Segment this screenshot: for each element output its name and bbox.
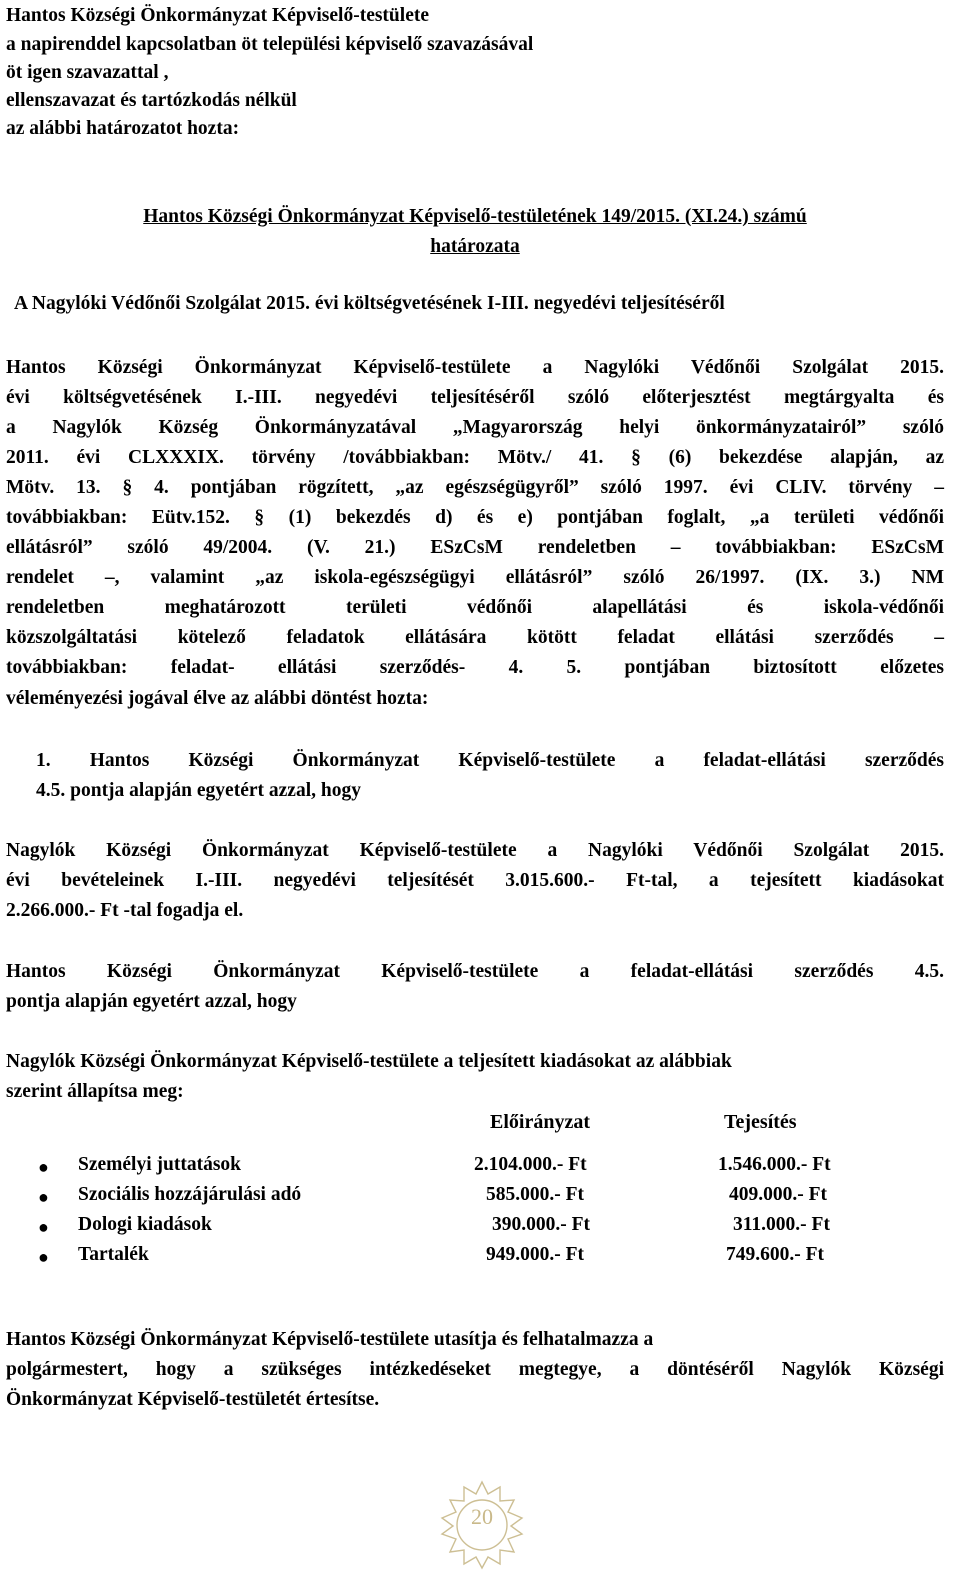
row-label: Személyi juttatások xyxy=(78,1154,242,1175)
closing-line: polgármestert, hogy a szükséges intézkedéseket megtegye, a döntéséről Nagylók Községi xyxy=(6,1359,944,1380)
row-planned: 390.000.- Ft xyxy=(492,1214,591,1235)
row-planned: 949.000.- Ft xyxy=(486,1244,585,1265)
paragraph-line: Hantos Községi Önkormányzat Képviselő-testülete a feladat-ellátási szerződés 4.5. xyxy=(6,961,944,982)
paragraph-line: Hantos Községi Önkormányzat Képviselő-testülete a Nagylóki Védőnői Szolgálat 2015. xyxy=(6,357,944,378)
table-header-actual: Tejesítés xyxy=(724,1111,797,1133)
bullet-icon: ● xyxy=(38,1187,49,1207)
paragraph-line: Nagylók Községi Önkormányzat Képviselő-testülete a Nagylóki Védőnői Szolgálat 2015. xyxy=(6,840,944,861)
document-page xyxy=(6,0,944,1585)
intro-line: a napirenddel kapcsolatban öt települési képviselő szavazásával xyxy=(6,34,534,55)
table-header-planned: Előirányzat xyxy=(490,1111,590,1133)
intro-line: ellenszavazat és tartózkodás nélkül xyxy=(6,90,297,111)
paragraph-line: a Nagylók Község Önkormányzatával „Magyarország helyi önkormányzatairól” szóló xyxy=(6,417,944,438)
row-actual: 409.000.- Ft xyxy=(729,1184,828,1205)
intro-line: öt igen szavazattal , xyxy=(6,62,169,83)
paragraph-line: közszolgáltatási kötelező feladatok ellátására kötött feladat ellátási szerződés – xyxy=(6,627,944,648)
row-label: Tartalék xyxy=(78,1244,149,1265)
paragraph-line: véleményezési jogával élve az alábbi döntést hozta: xyxy=(6,688,429,709)
paragraph-line: évi bevételeinek I.-III. negyedévi teljesítését 3.015.600.- Ft-tal, a tejesített kiadásokat xyxy=(6,870,944,891)
page-number-ornament xyxy=(436,1478,528,1570)
paragraph-line: pontja alapján egyetért azzal, hogy xyxy=(6,991,297,1012)
paragraph-line: továbbiakban: Eütv.152. § (1) bekezdés d) és e) pontjában foglalt, „a területi védőnői xyxy=(6,507,944,528)
paragraph-line: továbbiakban: feladat- ellátási szerződés- 4. 5. pontjában biztosított előzetes xyxy=(6,657,944,678)
intro-line: az alábbi határozatot hozta: xyxy=(6,118,240,139)
numbered-item-line: 4.5. pontja alapján egyetért azzal, hogy xyxy=(36,780,361,801)
row-label: Szociális hozzájárulási adó xyxy=(78,1184,302,1205)
row-actual: 749.600.- Ft xyxy=(726,1244,825,1265)
paragraph-line: 2.266.000.- Ft -tal fogadja el. xyxy=(6,900,244,921)
paragraph-line: ellátásról” szóló 49/2004. (V. 21.) ESzCsM rendeletben – továbbiakban: ESzCsM xyxy=(6,537,944,558)
closing-line: Hantos Községi Önkormányzat Képviselő-testülete utasítja és felhatalmazza a xyxy=(6,1329,654,1350)
paragraph-line: rendelet –, valamint „az iskola-egészségügyi ellátásról” szóló 26/1997. (IX. 3.) NM xyxy=(6,567,944,588)
bullet-icon: ● xyxy=(38,1157,49,1177)
bullet-icon: ● xyxy=(38,1247,49,1267)
paragraph-line: évi költségvetésének I.-III. negyedévi teljesítéséről szóló előterjesztést megtárgyalta és xyxy=(6,387,944,408)
row-actual: 311.000.- Ft xyxy=(733,1214,830,1235)
row-label: Dologi kiadások xyxy=(78,1214,212,1235)
resolution-subject: A Nagylóki Védőnői Szolgálat 2015. évi költségvetésének I-III. negyedévi teljesítéséről xyxy=(14,293,725,314)
numbered-item-line: 1. Hantos Községi Önkormányzat Képviselő-testülete a feladat-ellátási szerződés xyxy=(36,750,944,771)
bullet-icon: ● xyxy=(38,1217,49,1237)
paragraph-line: Nagylók Községi Önkormányzat Képviselő-testülete a teljesített kiadásokat az alábbiak xyxy=(6,1051,732,1072)
closing-line: Önkormányzat Képviselő-testületét értesítse. xyxy=(6,1389,380,1410)
resolution-title: Hantos Községi Önkormányzat Képviselő-testületének 149/2015. (XI.24.) számú xyxy=(143,206,807,227)
intro-line: Hantos Községi Önkormányzat Képviselő-testülete xyxy=(6,5,429,26)
resolution-title-2: határozata xyxy=(430,236,520,257)
paragraph-line: rendeletben meghatározott területi védőnői alapellátási és iskola-védőnői xyxy=(6,597,944,618)
row-actual: 1.546.000.- Ft xyxy=(718,1154,831,1175)
row-planned: 585.000.- Ft xyxy=(486,1184,585,1205)
row-planned: 2.104.000.- Ft xyxy=(474,1154,587,1175)
paragraph-line: Mötv. 13. § 4. pontjában rögzített, „az egészségügyről” szóló 1997. évi CLIV. törvény – xyxy=(6,477,944,498)
paragraph-line: szerint állapítsa meg: xyxy=(6,1081,184,1102)
paragraph-line: 2011. évi CLXXXIX. törvény /továbbiakban: Mötv./ 41. § (6) bekezdése alapján, az xyxy=(6,447,944,468)
page-number: 20 xyxy=(471,1504,493,1529)
